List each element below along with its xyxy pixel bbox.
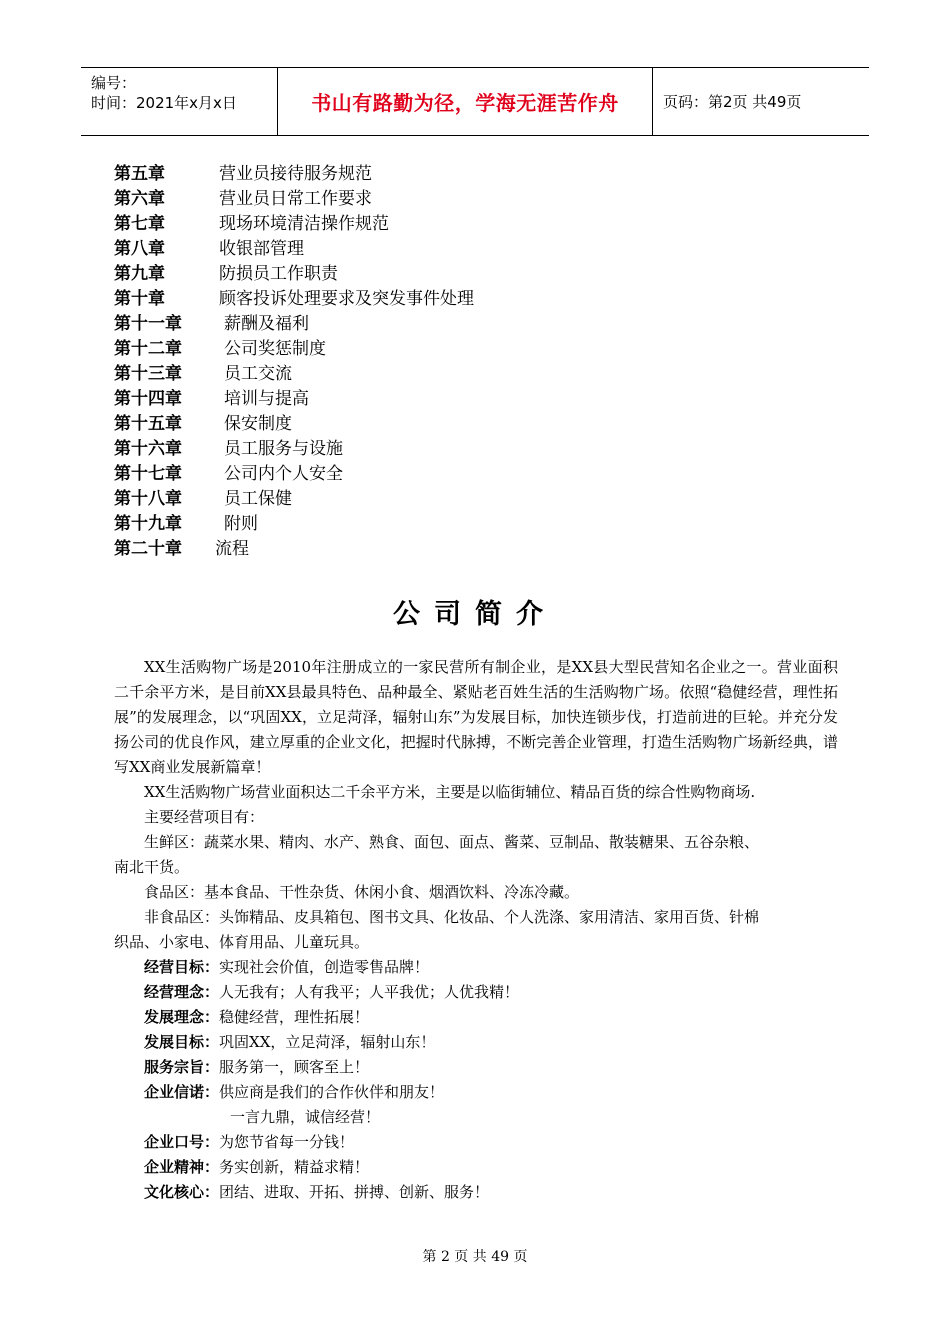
page-header [81,67,869,136]
value-label: 企业口号： [144,1133,220,1151]
header-page-info: 页码：第2页 共49页 [663,93,802,111]
header-motto: 书山有路勤为径，学海无涯苦作舟 [278,68,653,135]
toc-item [114,484,474,509]
time-label: 时间：2021年x月x日 [91,94,237,112]
value-item [144,955,429,980]
intro-paragraph: XX生活购物广场是2010年注册成立的一家民营所有制企业，是XX县大型民营知名企业之一。营业面积二千余平方米，是目前XX县最具特色、品种最全、紧贴老百姓生活的生活购物广场。依照“稳健经营，理性拓展”的发展理念，以“巩固XX，立足菏泽，辐射山东”为发展目标，加快连锁步伐，打造前进的巨轮。并充分发扬公司的优良作风，建立厚重的企业文化，把握时代脉搏，不断完善企业管理，打造生活购物广场新经典，谱写XX商业发展新篇章！ [114,658,838,776]
value-item [144,1055,369,1080]
toc-chapter-number: 第十六章 [114,439,182,459]
toc-chapter-title: 附则 [224,514,258,534]
toc-chapter-title: 顾客投诉处理要求及突发事件处理 [219,289,474,309]
toc-item [114,509,474,534]
toc-chapter-title: 员工保健 [224,489,292,509]
intro-paragraph: 生鲜区：蔬菜水果、精肉、水产、熟食、面包、面点、酱菜、豆制品、散装糖果、五谷杂粮、 [144,833,760,851]
toc-chapter-title: 收银部管理 [219,239,304,259]
value-label: 经营理念： [144,983,220,1001]
toc-item [114,359,474,384]
toc-chapter-title: 营业员接待服务规范 [219,164,372,184]
value-label: 经营目标： [144,958,220,976]
toc-item [114,309,474,334]
value-text: 一言九鼎，诚信经营！ [230,1108,381,1126]
toc-chapter-number: 第十五章 [114,414,182,434]
value-item [144,1180,489,1205]
number-label: 编号： [91,74,137,92]
toc-item [114,209,474,234]
toc-chapter-number: 第十三章 [114,364,182,384]
value-text: 巩固XX，立足菏泽，辐射山东！ [219,1033,436,1051]
intro-paragraph: 食品区：基本食品、干性杂货、休闲小食、烟酒饮料、冷冻冷藏。 [144,883,580,901]
intro-paragraph: 织品、小家电、体育用品、儿童玩具。 [114,933,370,951]
value-text: 为您节省每一分钱！ [219,1133,355,1151]
value-text: 实现社会价值，创造零售品牌！ [219,958,430,976]
toc-chapter-number: 第六章 [114,189,165,209]
value-label: 发展理念： [144,1008,220,1026]
value-item [230,1105,380,1130]
toc-item [114,459,474,484]
toc-chapter-number: 第十八章 [114,489,182,509]
toc-chapter-number: 第九章 [114,264,165,284]
intro-paragraph: 非食品区：头饰精品、皮具箱包、图书文具、化妆品、个人洗涤、家用清洁、家用百货、针棉 [144,908,760,926]
value-text: 团结、进取、开拓、拼搏、创新、服务！ [219,1183,490,1201]
toc-item [114,284,474,309]
toc-chapter-number: 第十七章 [114,464,182,484]
toc-item [114,534,474,559]
toc-chapter-number: 第十九章 [114,514,182,534]
value-text: 稳健经营，理性拓展！ [219,1008,370,1026]
value-label: 企业精神： [144,1158,220,1176]
value-text: 供应商是我们的合作伙伴和朋友！ [219,1083,445,1101]
toc-chapter-title: 现场环境清洁操作规范 [219,214,389,234]
value-item [144,1130,354,1155]
toc-chapter-title: 员工服务与设施 [224,439,343,459]
toc-item [114,384,474,409]
toc-chapter-title: 营业员日常工作要求 [219,189,372,209]
toc-chapter-title: 防损员工作职责 [219,264,338,284]
value-label: 服务宗旨： [144,1058,220,1076]
toc-chapter-number: 第二十章 [114,539,182,559]
toc-item [114,259,474,284]
header-meta-cell [81,68,278,135]
intro-paragraph: XX生活购物广场营业面积达二千余平方米，主要是以临街辅位、精品百货的综合性购物商场. [144,783,756,801]
toc-chapter-number: 第八章 [114,239,165,259]
intro-paragraph: 南北干货。 [114,858,190,876]
value-label: 发展目标： [144,1033,220,1051]
toc-chapter-number: 第十二章 [114,339,182,359]
toc-chapter-title: 公司内个人安全 [224,464,343,484]
toc-chapter-number: 第七章 [114,214,165,234]
toc-chapter-title: 薪酬及福利 [224,314,309,334]
toc-chapter-number: 第十四章 [114,389,182,409]
toc-item [114,159,474,184]
page-footer: 第 2 页 共 49 页 [422,1249,528,1265]
value-item [144,1005,369,1030]
value-item [144,1030,435,1055]
value-label: 企业信诺： [144,1083,220,1101]
toc-chapter-number: 第十章 [114,289,165,309]
toc-item [114,184,474,209]
value-item [144,1155,369,1180]
value-label: 文化核心： [144,1183,220,1201]
toc-chapter-number: 第十一章 [114,314,182,334]
section-title: 公司简介 [393,599,557,630]
intro-paragraph: 主要经营项目有： [144,808,265,826]
toc-chapter-title: 培训与提高 [224,389,309,409]
toc-chapter-title: 员工交流 [224,364,292,384]
toc-chapter-number: 第五章 [114,164,165,184]
toc-item [114,234,474,259]
toc-chapter-title: 公司奖惩制度 [224,339,326,359]
value-item [144,980,519,1005]
toc-item [114,334,474,359]
toc-chapter-title: 流程 [215,539,249,559]
value-text: 服务第一，顾客至上！ [219,1058,370,1076]
value-text: 务实创新，精益求精！ [219,1158,370,1176]
value-item [144,1080,444,1105]
value-text: 人无我有；人有我平；人平我优；人优我精！ [219,983,520,1001]
table-of-contents [114,159,474,559]
toc-chapter-title: 保安制度 [224,414,292,434]
toc-item [114,434,474,459]
toc-item [114,409,474,434]
